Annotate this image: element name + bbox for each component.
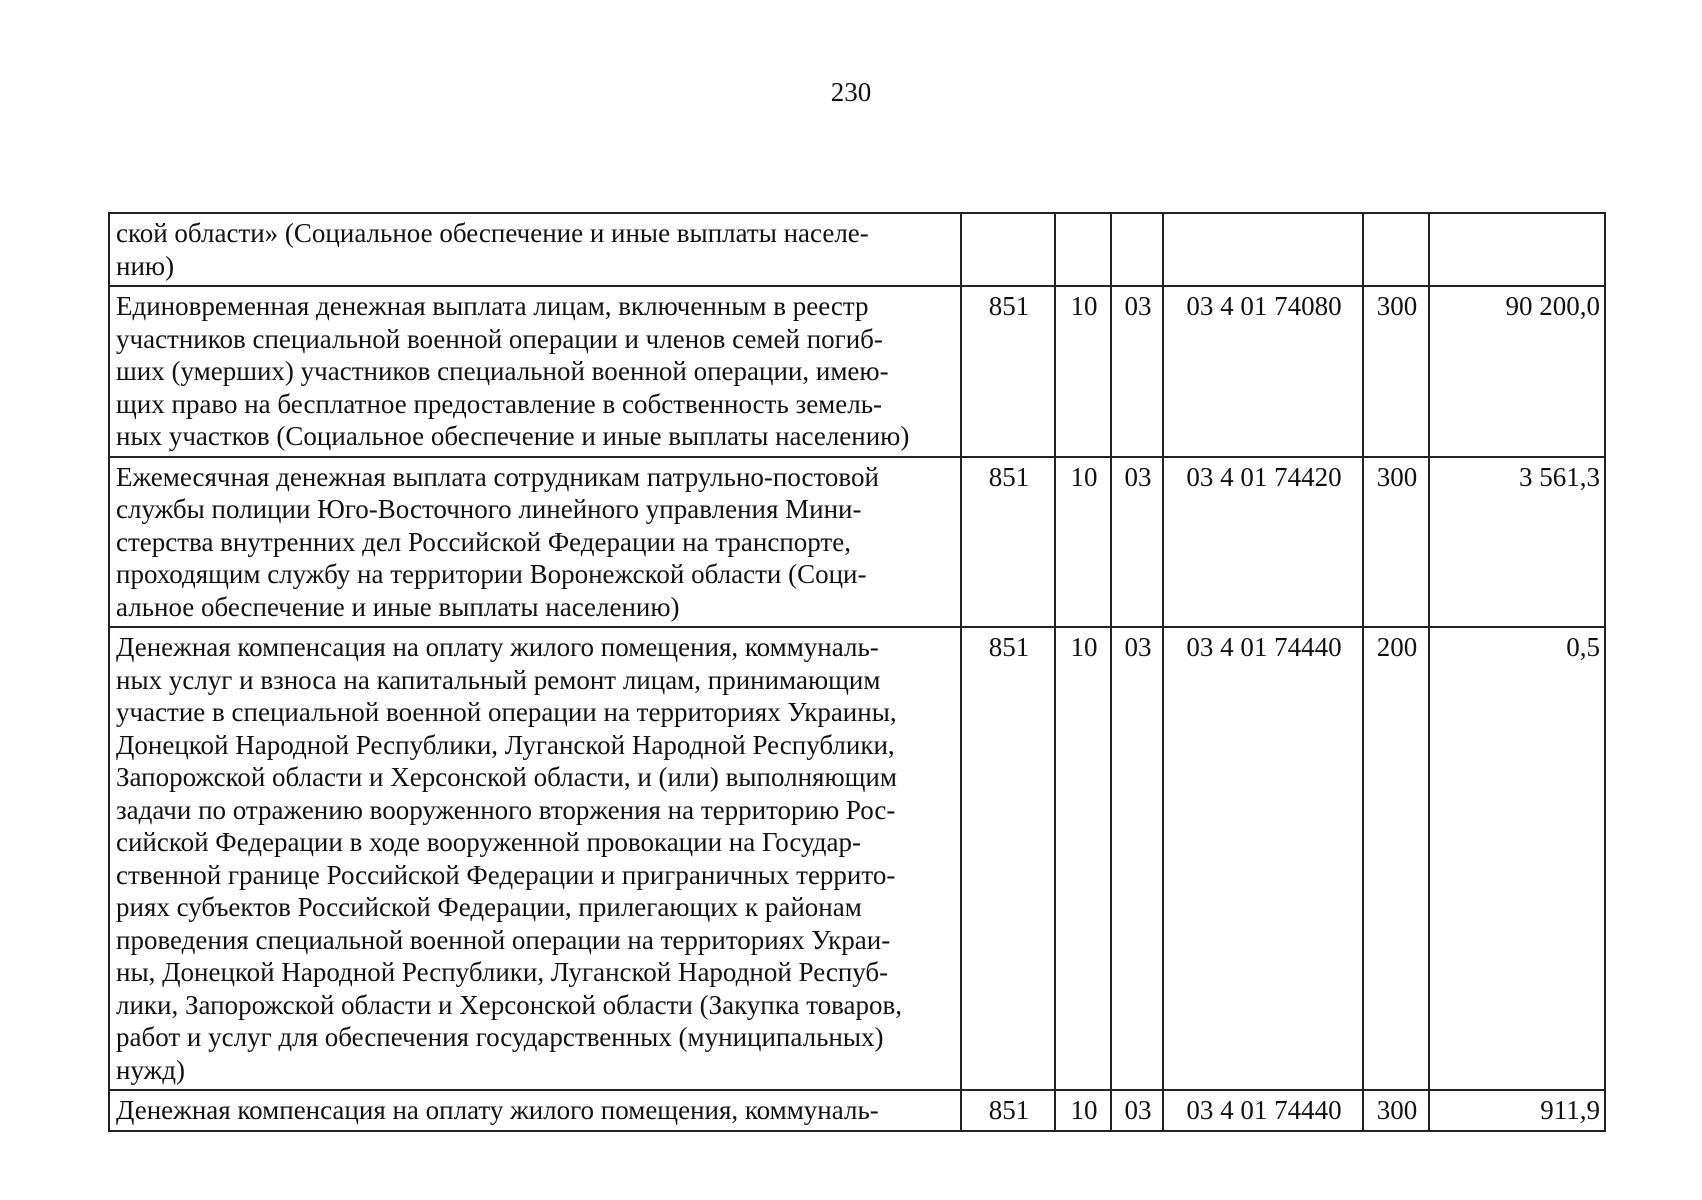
description-line: нию)	[116, 250, 175, 281]
section-code: 10	[1055, 286, 1111, 457]
section-code: 10	[1055, 1090, 1111, 1131]
subsection-code: 03	[1111, 1090, 1163, 1131]
description-line: ных участков (Социальное обеспечение и иные выплаты населению)	[116, 421, 910, 451]
page-number: 230	[830, 77, 872, 107]
description-line: ны, Донецкой Народной Республики, Луганской Народной Респуб-	[116, 957, 889, 987]
ministry-code: 851	[961, 457, 1055, 628]
description-line: лики, Запорожской области и Херсонской области (Закупка товаров,	[116, 989, 903, 1020]
ministry-code: 851	[961, 286, 1055, 457]
amount: 911,9	[1429, 1090, 1605, 1131]
description-line: Денежная компенсация на оплату жилого помещения, коммуналь-	[116, 1095, 879, 1125]
description-line: Запорожской области и Херсонской области, и (или) выполняющим	[116, 762, 897, 792]
ministry-code: 851	[961, 627, 1055, 1090]
table-row	[109, 1090, 1605, 1131]
subsection-code: 03	[1111, 457, 1163, 628]
row-description	[109, 1090, 961, 1131]
expense-type-code	[1363, 213, 1429, 286]
subsection-code	[1111, 213, 1163, 286]
target-article-code: 03 4 01 74420	[1163, 457, 1363, 628]
description-line: ших (умерших) участников специальной военной операции, имею-	[116, 356, 889, 386]
section-code: 10	[1055, 457, 1111, 628]
description-line: сийской Федерации в ходе вооруженной провокации на Государ-	[116, 827, 862, 857]
row-description	[109, 457, 961, 628]
description-line: проведения специальной военной операции на территориях Украи-	[116, 924, 891, 955]
description-line: ных услуг и взноса на капитальный ремонт лицам, принимающим	[116, 664, 881, 695]
target-article-code: 03 4 01 74440	[1163, 627, 1363, 1090]
section-code: 10	[1055, 627, 1111, 1090]
description-line: стерства внутренних дел Российской Федерации на транспорте,	[116, 526, 851, 557]
description-line: щих право на бесплатное предоставление в собственность земель-	[116, 388, 883, 419]
target-article-code: 03 4 01 74080	[1163, 286, 1363, 457]
subsection-code: 03	[1111, 286, 1163, 457]
description-line: нужд)	[116, 1054, 185, 1085]
description-line: работ и услуг для обеспечения государственных (муниципальных)	[116, 1022, 884, 1052]
table-row	[109, 627, 1605, 1090]
budget-table	[108, 212, 1606, 1132]
description-line: участие в специальной военной операции на территориях Украины,	[116, 697, 897, 727]
description-line: участников специальной военной операции и членов семей погиб-	[116, 323, 883, 354]
subsection-code: 03	[1111, 627, 1163, 1090]
description-line: проходящим службу на территории Воронежской области (Соци-	[116, 559, 867, 589]
amount	[1429, 213, 1605, 286]
table-row	[109, 213, 1605, 286]
expense-type-code: 200	[1363, 627, 1429, 1090]
target-article-code: 03 4 01 74440	[1163, 1090, 1363, 1131]
amount: 3 561,3	[1429, 457, 1605, 628]
description-line: Донецкой Народной Республики, Луганской Народной Республики,	[116, 729, 895, 760]
description-line: альное обеспечение и иные выплаты населению)	[116, 591, 680, 622]
row-description	[109, 627, 961, 1090]
expense-type-code: 300	[1363, 286, 1429, 457]
row-description	[109, 213, 961, 286]
section-code	[1055, 213, 1111, 286]
description-line: Денежная компенсация на оплату жилого помещения, коммуналь-	[116, 632, 879, 662]
description-line: службы полиции Юго-Восточного линейного управления Мини-	[116, 494, 862, 524]
expense-type-code: 300	[1363, 457, 1429, 628]
amount: 0,5	[1429, 627, 1605, 1090]
ministry-code: 851	[961, 1090, 1055, 1131]
description-line: Ежемесячная денежная выплата сотрудникам патрульно-постовой	[116, 461, 879, 492]
table-row	[109, 457, 1605, 628]
description-line: ской области» (Социальное обеспечение и иные выплаты населе-	[116, 218, 869, 248]
target-article-code	[1163, 213, 1363, 286]
row-description	[109, 286, 961, 457]
table-row	[109, 286, 1605, 457]
description-line: риях субъектов Российской Федерации, прилегающих к районам	[116, 892, 862, 922]
description-line: задачи по отражению вооруженного вторжения на территорию Рос-	[116, 794, 896, 825]
expense-type-code: 300	[1363, 1090, 1429, 1131]
ministry-code	[961, 213, 1055, 286]
description-line: Единовременная денежная выплата лицам, включенным в реестр	[116, 291, 869, 321]
description-line: ственной границе Российской Федерации и приграничных террито-	[116, 859, 896, 890]
amount: 90 200,0	[1429, 286, 1605, 457]
